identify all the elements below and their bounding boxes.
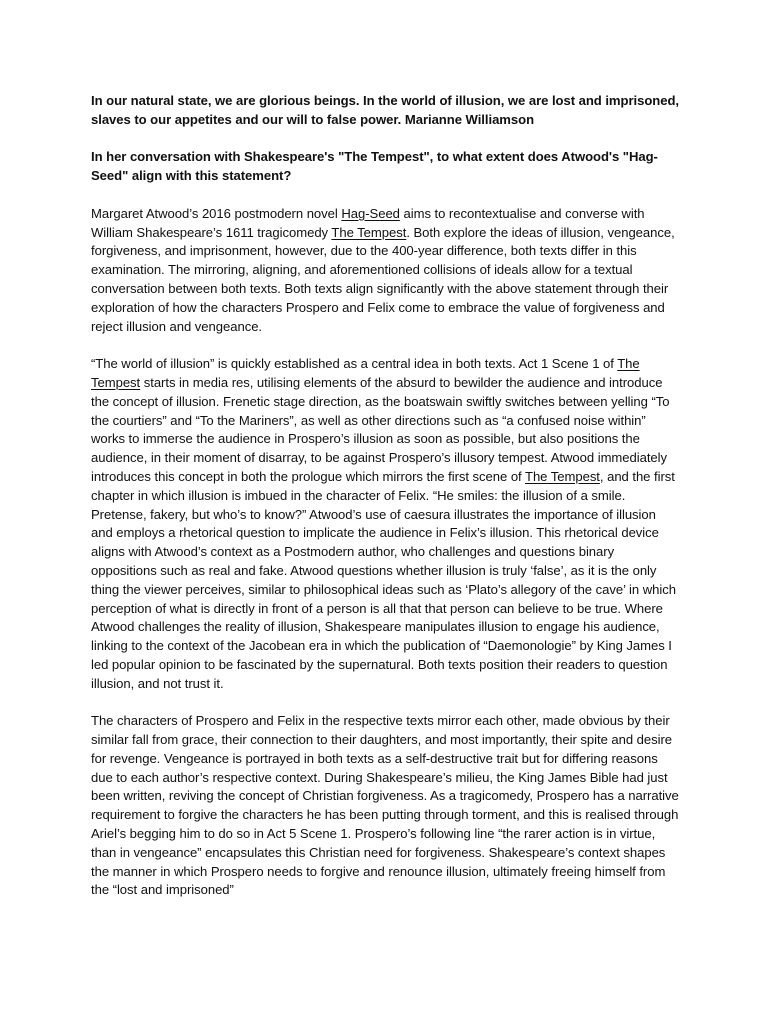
paragraph-intro (91, 205, 681, 337)
title-the-tempest: The Tempest (91, 356, 640, 390)
text-run: , and the first chapter in which illusion is imbued in the character of Felix. “He smiles: the illusion of a smile. Pretense, fakery, but who’s to know?” Atwood’s use of caesura illustrates the importance of illusion and employs a rhetorical question to implicate the audience in Felix’s illusion. This rhetorical device aligns with Atwood’s context as a Postmodern author, who challenges and questions binary oppositions such as real and fake. Atwood questions whether illusion is truly ‘false’, as it is the only thing the viewer perceives, similar to philosophical ideas such as ‘Plato’s allegory of the cave’ in which perception of what is directly in front of a person is all that that person can believe to be true. Where Atwood challenges the reality of illusion, Shakespeare manipulates illusion to engage his audience, linking to the context of the Jacobean era in which the publication of “Daemonologie” by King James I led popular opinion to be fascinated by the supernatural. Both texts position their readers to question illusion, and not trust it. (91, 468, 676, 691)
text-run: . Both explore the ideas of illusion, vengeance, forgiveness, and imprisonment, however, due to the 400-year difference, both texts differ in this examination. The mirroring, aligning, and aforementioned collisions of ideals allow for a textual conversation between both texts. Both texts align significantly with the above statement through their exploration of how the characters Prospero and Felix come to embrace the value of forgiveness and reject illusion and vengeance. (91, 224, 675, 334)
text-run: Margaret Atwood’s 2016 postmodern novel (91, 205, 342, 221)
text-run: starts in media res, utilising elements of the absurd to bewilder the audience and introduce the concept of illusion. Frenetic stage direction, as the boatswain swiftly switches between yelling “To the courtiers” and “To the Mariners”, as well as other directions such as “a confused noise within” works to immerse the audience in Prospero’s illusion as soon as possible, but also positions the audience, in their moment of disarray, to be against Prospero’s illusory tempest. Atwood immediately introduces this concept in both the prologue which mirrors the first scene of (91, 374, 670, 484)
text-run: aims to recontextualise and converse with William Shakespeare’s 1611 tragicomedy (91, 205, 645, 240)
essay-question: In her conversation with Shakespeare's "The Tempest", to what extent does Atwood's "Hag-Seed" align with this statement? (91, 149, 658, 184)
essay-body (91, 92, 681, 900)
paragraph-vengeance (91, 712, 681, 900)
title-the-tempest: The Tempest (331, 224, 407, 240)
text-run: “The world of illusion” is quickly established as a central idea in both texts. Act 1 Scene 1 of (91, 356, 618, 372)
text-run: The characters of Prospero and Felix in the respective texts mirror each other, made obvious by their similar fall from grace, their connection to their daughters, and most importantly, their spite and desire for revenge. Vengeance is portrayed in both texts as a self-destructive trait but for differing reasons due to each author’s respective context. During Shakespeare’s milieu, the King James Bible had just been written, reviving the concept of Christian forgiveness. As a tragicomedy, Prospero has a narrative requirement to forgive the characters he has been putting through torment, and this is realised through Ariel’s begging him to do so in Act 5 Scene 1. Prospero’s following line “the rarer action is in virtue, than in vengeance” encapsulates this Christian need for forgiveness. Shakespeare’s context shapes the manner in which Prospero needs to forgive and renounce illusion, ultimately freeing himself from the “lost and imprisoned” (91, 713, 679, 898)
epigraph-quote: In our natural state, we are glorious beings. In the world of illusion, we are lost and imprisoned, slaves to our appetites and our will to false power. Marianne Williamson (91, 93, 679, 127)
title-hag-seed: Hag-Seed (341, 205, 400, 221)
title-the-tempest: The Tempest (525, 468, 600, 484)
paragraph-illusion (91, 355, 681, 693)
